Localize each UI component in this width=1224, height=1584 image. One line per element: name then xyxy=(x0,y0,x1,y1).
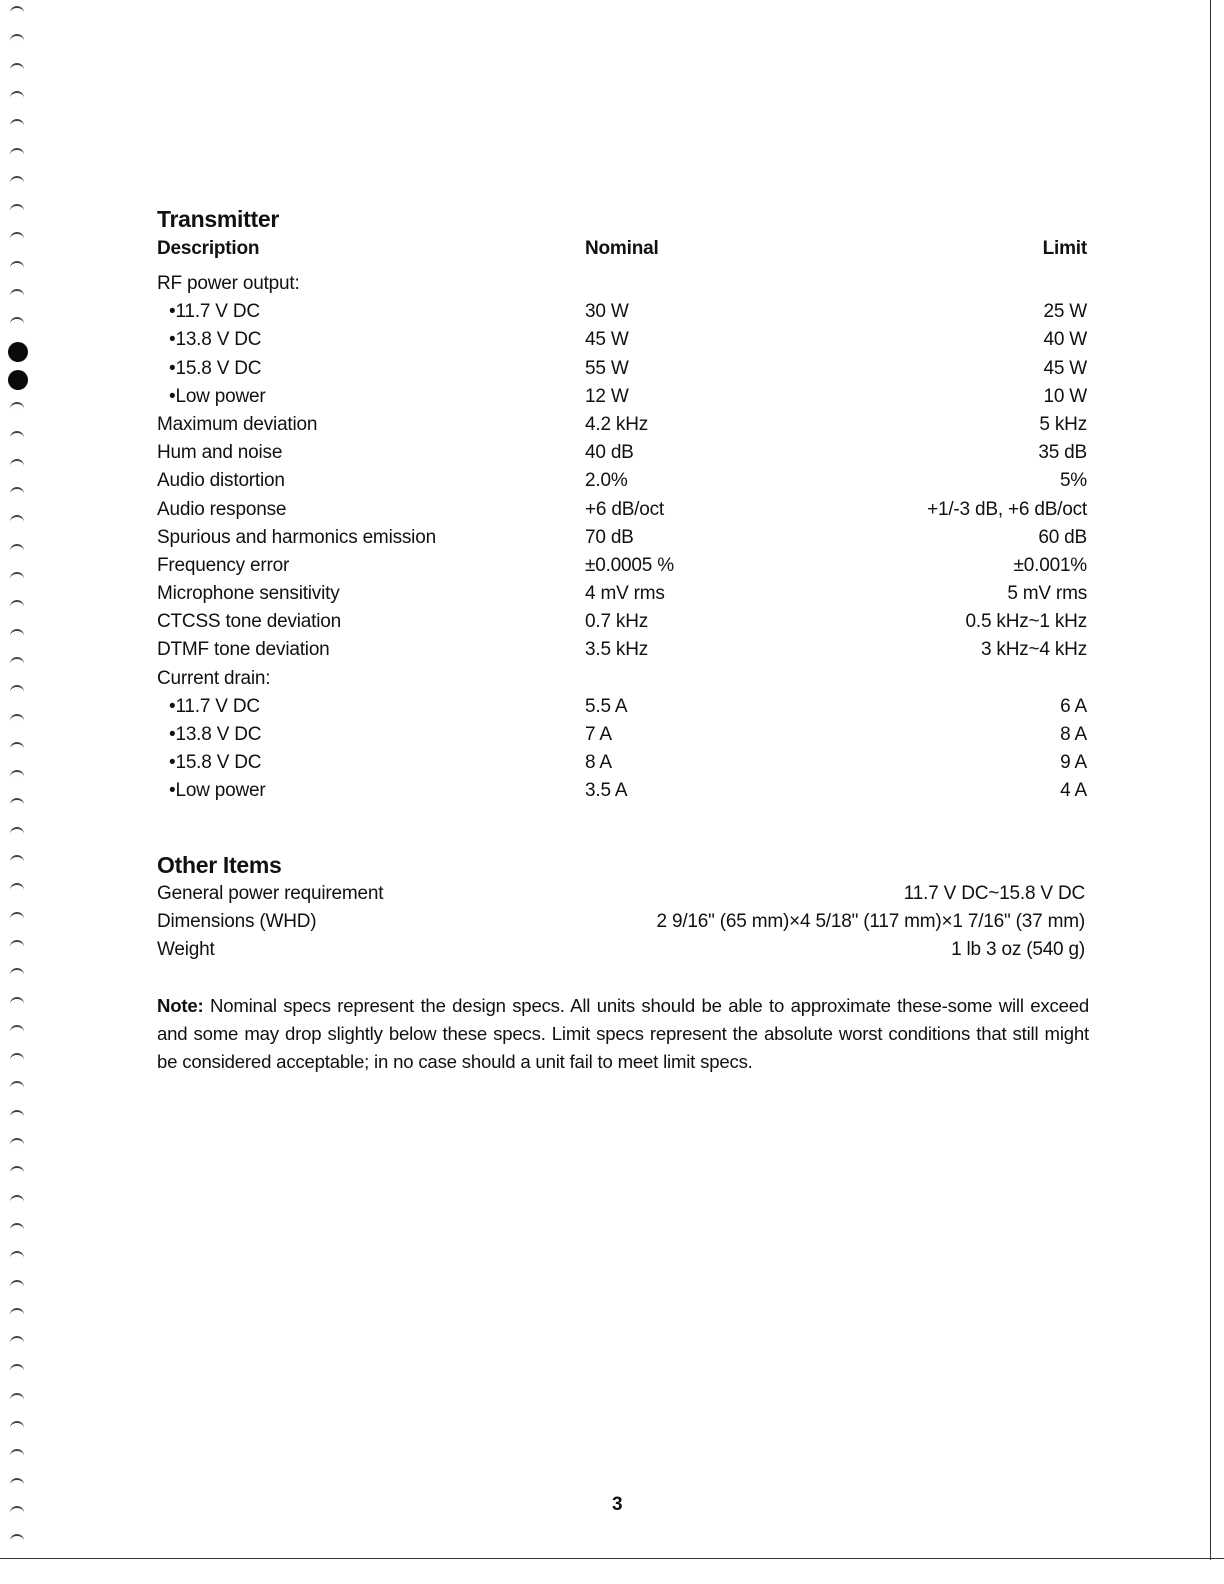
spec-nominal: 4 mV rms xyxy=(585,583,665,605)
binder-edge-mark xyxy=(10,997,24,1005)
binder-edge-mark xyxy=(10,883,24,891)
spec-description: •15.8 V DC xyxy=(169,357,262,379)
spec-description: Hum and noise xyxy=(157,442,283,464)
spec-limit: 5 mV rms xyxy=(1007,583,1087,605)
spec-description: DTMF tone deviation xyxy=(157,639,330,661)
other-item-row xyxy=(157,936,1089,964)
other-item-row xyxy=(157,880,1089,908)
binder-edge-mark xyxy=(10,1393,24,1401)
spec-nominal: 2.0% xyxy=(585,470,628,492)
binder-edge-mark xyxy=(10,176,24,184)
spec-limit: 40 W xyxy=(1043,329,1087,351)
binder-edge-mark xyxy=(10,1478,24,1486)
binder-edge-mark xyxy=(10,685,24,693)
transmitter-table-header xyxy=(157,234,1089,264)
note-label: Note: xyxy=(157,995,204,1017)
spec-description: Audio response xyxy=(157,498,287,520)
binder-edge-mark xyxy=(10,261,24,269)
spec-limit: 10 W xyxy=(1043,385,1087,407)
binder-edge-mark xyxy=(10,1308,24,1316)
binder-edge-mark xyxy=(10,629,24,637)
spec-row xyxy=(157,552,1089,580)
binder-edge-mark xyxy=(10,544,24,552)
spec-row xyxy=(157,749,1089,777)
binder-edge-mark xyxy=(10,912,24,920)
binder-edge-mark xyxy=(10,968,24,976)
binder-edge-mark xyxy=(10,742,24,750)
binder-edge-mark xyxy=(10,1251,24,1259)
spec-row xyxy=(157,665,1089,693)
spec-nominal: 12 W xyxy=(585,385,629,407)
binder-edge-mark xyxy=(10,6,24,14)
spec-description: RF power output: xyxy=(157,273,300,294)
spec-row xyxy=(157,383,1089,411)
spec-description: Maximum deviation xyxy=(157,413,318,435)
spec-description: •13.8 V DC xyxy=(169,329,262,351)
spec-row xyxy=(157,355,1089,383)
page-number: 3 xyxy=(612,1494,623,1515)
header-limit: Limit xyxy=(1042,238,1087,259)
transmitter-section-title: Transmitter xyxy=(157,206,279,232)
binder-hole xyxy=(8,370,28,390)
spec-row xyxy=(157,524,1089,552)
binder-edge-mark xyxy=(10,402,24,410)
spec-description: Current drain: xyxy=(157,667,271,689)
binder-edge-mark xyxy=(10,487,24,495)
binder-edge-mark xyxy=(10,1364,24,1372)
transmitter-spec-table xyxy=(157,270,1089,806)
spec-limit: +1/-3 dB, +6 dB/oct xyxy=(927,498,1087,520)
binder-edge-mark xyxy=(10,63,24,71)
bottom-edge-rule xyxy=(0,1558,1224,1559)
binder-edge-mark xyxy=(10,289,24,297)
spec-row xyxy=(157,496,1089,524)
binder-hole xyxy=(8,342,28,362)
note-paragraph xyxy=(157,992,1089,1076)
spec-limit: 60 dB xyxy=(1038,526,1087,548)
binder-edge-mark xyxy=(10,827,24,835)
spec-content xyxy=(157,204,1089,1095)
other-items-section xyxy=(157,850,1089,965)
spec-nominal: 0.7 kHz xyxy=(585,611,649,633)
spec-row xyxy=(157,608,1089,636)
binder-hole-edge xyxy=(6,0,30,1584)
spec-nominal: 4.2 kHz xyxy=(585,413,649,435)
spec-nominal: 55 W xyxy=(585,357,629,379)
spec-description: •11.7 V DC xyxy=(169,301,260,323)
binder-edge-mark xyxy=(10,1195,24,1203)
binder-edge-mark xyxy=(10,119,24,127)
spec-nominal: +6 dB/oct xyxy=(585,498,665,520)
spec-limit: ±0.001% xyxy=(1013,554,1087,576)
spec-description: Microphone sensitivity xyxy=(157,583,340,605)
binder-edge-mark xyxy=(10,1534,24,1542)
binder-edge-mark xyxy=(10,1421,24,1429)
binder-edge-mark xyxy=(10,1506,24,1514)
other-items-list xyxy=(157,880,1089,965)
spec-description: Spurious and harmonics emission xyxy=(157,526,436,548)
binder-edge-mark xyxy=(10,317,24,325)
spec-row xyxy=(157,467,1089,495)
spec-row xyxy=(157,693,1089,721)
binder-edge-mark xyxy=(10,1336,24,1344)
spec-description: CTCSS tone deviation xyxy=(157,611,341,633)
binder-edge-mark xyxy=(10,1166,24,1174)
header-description: Description xyxy=(157,238,260,259)
spec-limit: 6 A xyxy=(1060,695,1087,717)
binder-edge-mark xyxy=(10,855,24,863)
spec-row xyxy=(157,298,1089,326)
spec-description: •15.8 V DC xyxy=(169,752,262,774)
binder-edge-mark xyxy=(10,34,24,42)
spec-description: Frequency error xyxy=(157,554,290,576)
binder-edge-mark xyxy=(10,572,24,580)
binder-edge-mark xyxy=(10,91,24,99)
spec-description: •Low power xyxy=(169,780,266,802)
binder-edge-mark xyxy=(10,1025,24,1033)
spec-nominal: ±0.0005 % xyxy=(585,554,674,576)
note-text: Nominal specs represent the design specs. All units should be able to approximate these-some will exceed and some may drop slightly below these specs. Limit specs represent the absolute worst conditions that still might be considered acceptable; in no case should a unit fail to meet limit specs. xyxy=(157,995,1089,1073)
header-nominal: Nominal xyxy=(585,238,659,259)
right-edge-rule xyxy=(1210,0,1211,1560)
binder-edge-mark xyxy=(10,515,24,523)
other-item-label: Weight xyxy=(157,938,215,960)
spec-limit: 5 kHz xyxy=(1039,413,1087,435)
binder-edge-mark xyxy=(10,940,24,948)
binder-edge-mark xyxy=(10,431,24,439)
binder-edge-mark xyxy=(10,770,24,778)
other-item-row xyxy=(157,908,1089,936)
spec-limit: 5% xyxy=(1059,470,1087,492)
spec-nominal: 40 dB xyxy=(585,442,634,464)
other-items-section-title: Other Items xyxy=(157,851,282,878)
binder-edge-mark xyxy=(10,657,24,665)
spec-limit: 45 W xyxy=(1043,357,1087,379)
binder-edge-mark xyxy=(10,459,24,467)
spec-row xyxy=(157,777,1089,805)
binder-edge-mark xyxy=(10,1280,24,1288)
binder-edge-mark xyxy=(10,232,24,240)
spec-nominal: 70 dB xyxy=(585,526,634,548)
spec-nominal: 3.5 A xyxy=(585,780,628,802)
spec-description: •13.8 V DC xyxy=(169,724,262,745)
spec-nominal: 45 W xyxy=(585,329,629,351)
spec-row xyxy=(157,636,1089,664)
binder-edge-mark xyxy=(10,798,24,806)
binder-edge-mark xyxy=(10,1110,24,1118)
other-item-label: General power requirement xyxy=(157,882,384,904)
binder-edge-mark xyxy=(10,1081,24,1089)
spec-limit: 8 A xyxy=(1060,724,1087,745)
spec-description: •Low power xyxy=(169,385,266,407)
binder-edge-mark xyxy=(10,714,24,722)
other-item-value: 11.7 V DC~15.8 V DC xyxy=(903,882,1085,904)
spec-limit: 4 A xyxy=(1060,780,1087,802)
spec-nominal: 7 A xyxy=(585,724,612,745)
spec-row xyxy=(157,721,1089,749)
binder-edge-mark xyxy=(10,1053,24,1061)
spec-row xyxy=(157,439,1089,467)
binder-edge-mark xyxy=(10,204,24,212)
binder-edge-mark xyxy=(10,1138,24,1146)
spec-description: Audio distortion xyxy=(157,470,285,492)
spec-limit: 3 kHz~4 kHz xyxy=(980,639,1087,661)
spec-description: •11.7 V DC xyxy=(169,695,260,717)
spec-row xyxy=(157,270,1089,298)
binder-edge-mark xyxy=(10,148,24,156)
spec-row xyxy=(157,326,1089,354)
binder-edge-mark xyxy=(10,1223,24,1231)
other-item-label: Dimensions (WHD) xyxy=(157,910,317,932)
binder-edge-mark xyxy=(10,600,24,608)
spec-nominal: 3.5 kHz xyxy=(585,639,649,661)
spec-nominal: 5.5 A xyxy=(585,695,628,717)
spec-row xyxy=(157,411,1089,439)
other-item-value: 2 9/16" (65 mm)×4 5/18" (117 mm)×1 7/16" (37 mm) xyxy=(656,910,1085,932)
spec-row xyxy=(157,580,1089,608)
spec-limit: 35 dB xyxy=(1038,442,1087,464)
binder-edge-mark xyxy=(10,1449,24,1457)
spec-nominal: 8 A xyxy=(585,752,612,774)
spec-limit: 0.5 kHz~1 kHz xyxy=(965,611,1087,633)
spec-limit: 9 A xyxy=(1060,752,1087,774)
spec-nominal: 30 W xyxy=(585,301,629,323)
spec-limit: 25 W xyxy=(1043,301,1087,323)
other-item-value: 1 lb 3 oz (540 g) xyxy=(951,938,1085,960)
